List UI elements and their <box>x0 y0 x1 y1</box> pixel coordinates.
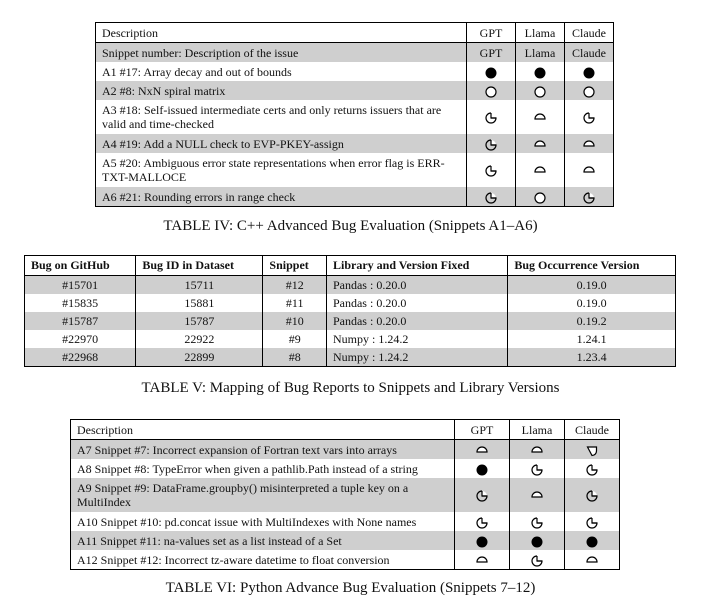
row-description: A6 #21: Rounding errors in range check <box>96 187 467 207</box>
subheader-claude: Claude <box>565 43 614 63</box>
row-description: A10 Snippet #10: pd.concat issue with MultiIndexes with None names <box>77 514 417 529</box>
table-row <box>25 276 676 295</box>
row-description: A4 #19: Add a NULL check to EVP-PKEY-assign <box>96 134 467 153</box>
cell-github: #22968 <box>25 348 136 367</box>
table-row <box>25 330 676 348</box>
table-row <box>25 312 676 330</box>
cell-occurrence: 0.19.2 <box>508 312 676 330</box>
row-description: A2 #8: NxN spiral matrix <box>96 81 467 100</box>
rating-icon <box>534 86 546 98</box>
rating-icon <box>583 112 595 124</box>
rating-icon <box>583 165 595 177</box>
row-description: A3 #18: Self-issued intermediate certs and only returns issuers that are valid and time-checked <box>102 103 442 131</box>
rating-icon <box>531 464 543 476</box>
table-row <box>96 62 614 81</box>
row-description: A11 Snippet #11: na-values set as a list instead of a Set <box>71 531 455 550</box>
subheader-llama: Llama <box>516 43 565 63</box>
rating-icon <box>586 464 598 476</box>
row-description: A5 #20: Ambiguous error state representations when error flag is ERR-TXT-MALLOCE <box>102 156 445 184</box>
row-description: A12 Snippet #12: Incorrect tz-aware datetime to float conversion <box>77 552 390 567</box>
cell-bug-id: 22899 <box>136 348 263 367</box>
table-row <box>96 187 614 207</box>
cell-snippet: #9 <box>263 330 327 348</box>
cell-snippet: #10 <box>263 312 327 330</box>
header-claude: Claude <box>565 420 620 440</box>
table-row <box>96 153 614 187</box>
table-4-header-row <box>96 23 614 43</box>
table-5-header-row <box>25 256 676 276</box>
header-claude: Claude <box>565 23 614 43</box>
rating-icon <box>476 464 488 476</box>
cell-github: #15787 <box>25 312 136 330</box>
rating-icon <box>586 445 598 457</box>
rating-icon <box>534 67 546 79</box>
subheader-gpt: GPT <box>467 43 516 63</box>
table-row <box>71 512 620 531</box>
cell-github: #15701 <box>25 276 136 295</box>
header-bug-id: Bug ID in Dataset <box>136 256 263 276</box>
table-row <box>96 134 614 153</box>
table-row <box>25 348 676 367</box>
rating-icon <box>583 139 595 151</box>
rating-icon <box>534 139 546 151</box>
row-description: A9 Snippet #9: DataFrame.groupby() misinterpreted a tuple key on a MultiIndex <box>71 478 455 512</box>
header-bug-on-github: Bug on GitHub <box>25 256 136 276</box>
rating-icon <box>476 490 488 502</box>
rating-icon <box>534 165 546 177</box>
cell-library: Numpy : 1.24.2 <box>326 330 507 348</box>
header-gpt: GPT <box>455 420 510 440</box>
rating-icon <box>586 536 598 548</box>
header-llama: Llama <box>510 420 565 440</box>
cell-snippet: #11 <box>263 294 327 312</box>
table-row <box>71 440 620 460</box>
rating-icon <box>476 536 488 548</box>
header-snippet: Snippet <box>263 256 327 276</box>
rating-icon <box>485 192 497 204</box>
table-row <box>71 478 620 512</box>
header-description: Description <box>71 420 455 440</box>
table-row <box>96 100 614 134</box>
row-description: A8 Snippet #8: TypeError when given a pathlib.Path instead of a string <box>77 461 418 476</box>
cell-bug-id: 15711 <box>136 276 263 295</box>
table-row <box>71 531 620 550</box>
rating-icon <box>586 555 598 567</box>
rating-icon <box>586 490 598 502</box>
cell-occurrence: 0.19.0 <box>508 276 676 295</box>
rating-icon <box>534 192 546 204</box>
table-4 <box>95 22 614 207</box>
cell-occurrence: 1.23.4 <box>508 348 676 367</box>
table-4-caption: TABLE IV: C++ Advanced Bug Evaluation (Snippets A1–A6) <box>163 218 538 234</box>
row-description: A1 #17: Array decay and out of bounds <box>102 64 292 79</box>
cell-snippet: #8 <box>263 348 327 367</box>
table-row <box>71 550 620 570</box>
rating-icon <box>583 86 595 98</box>
header-description: Description <box>96 23 467 43</box>
rating-icon <box>531 490 543 502</box>
table-row <box>71 459 620 478</box>
cell-occurrence: 1.24.1 <box>508 330 676 348</box>
rating-icon <box>531 555 543 567</box>
rating-icon <box>476 445 488 457</box>
cell-library: Pandas : 0.20.0 <box>326 312 507 330</box>
table-5 <box>24 255 676 367</box>
cell-bug-id: 15881 <box>136 294 263 312</box>
cell-bug-id: 15787 <box>136 312 263 330</box>
rating-icon <box>586 517 598 529</box>
header-llama: Llama <box>516 23 565 43</box>
cell-occurrence: 0.19.0 <box>508 294 676 312</box>
rating-icon <box>485 139 497 151</box>
table-6-caption: TABLE VI: Python Advance Bug Evaluation (Snippets 7–12) <box>165 580 536 596</box>
rating-icon <box>485 86 497 98</box>
rating-icon <box>485 67 497 79</box>
table-6 <box>70 419 620 570</box>
cell-library: Numpy : 1.24.2 <box>326 348 507 367</box>
cell-bug-id: 22922 <box>136 330 263 348</box>
table-4-subheader-row <box>96 43 614 63</box>
cell-snippet: #12 <box>263 276 327 295</box>
row-description: A7 Snippet #7: Incorrect expansion of Fortran text vars into arrays <box>71 440 455 460</box>
rating-icon <box>583 192 595 204</box>
header-occurrence-version: Bug Occurrence Version <box>508 256 676 276</box>
cell-library: Pandas : 0.20.0 <box>326 276 507 295</box>
cell-library: Pandas : 0.20.0 <box>326 294 507 312</box>
cell-github: #15835 <box>25 294 136 312</box>
rating-icon <box>531 517 543 529</box>
rating-icon <box>485 112 497 124</box>
rating-icon <box>531 445 543 457</box>
table-row <box>25 294 676 312</box>
header-gpt: GPT <box>467 23 516 43</box>
cell-github: #22970 <box>25 330 136 348</box>
table-5-caption: TABLE V: Mapping of Bug Reports to Snippets and Library Versions <box>141 380 560 396</box>
rating-icon <box>531 536 543 548</box>
rating-icon <box>583 67 595 79</box>
table-6-header-row <box>71 420 620 440</box>
table-row <box>96 81 614 100</box>
rating-icon <box>534 112 546 124</box>
header-library-version: Library and Version Fixed <box>326 256 507 276</box>
rating-icon <box>476 517 488 529</box>
rating-icon <box>485 165 497 177</box>
rating-icon <box>476 555 488 567</box>
subheader-description: Snippet number: Description of the issue <box>96 43 467 63</box>
